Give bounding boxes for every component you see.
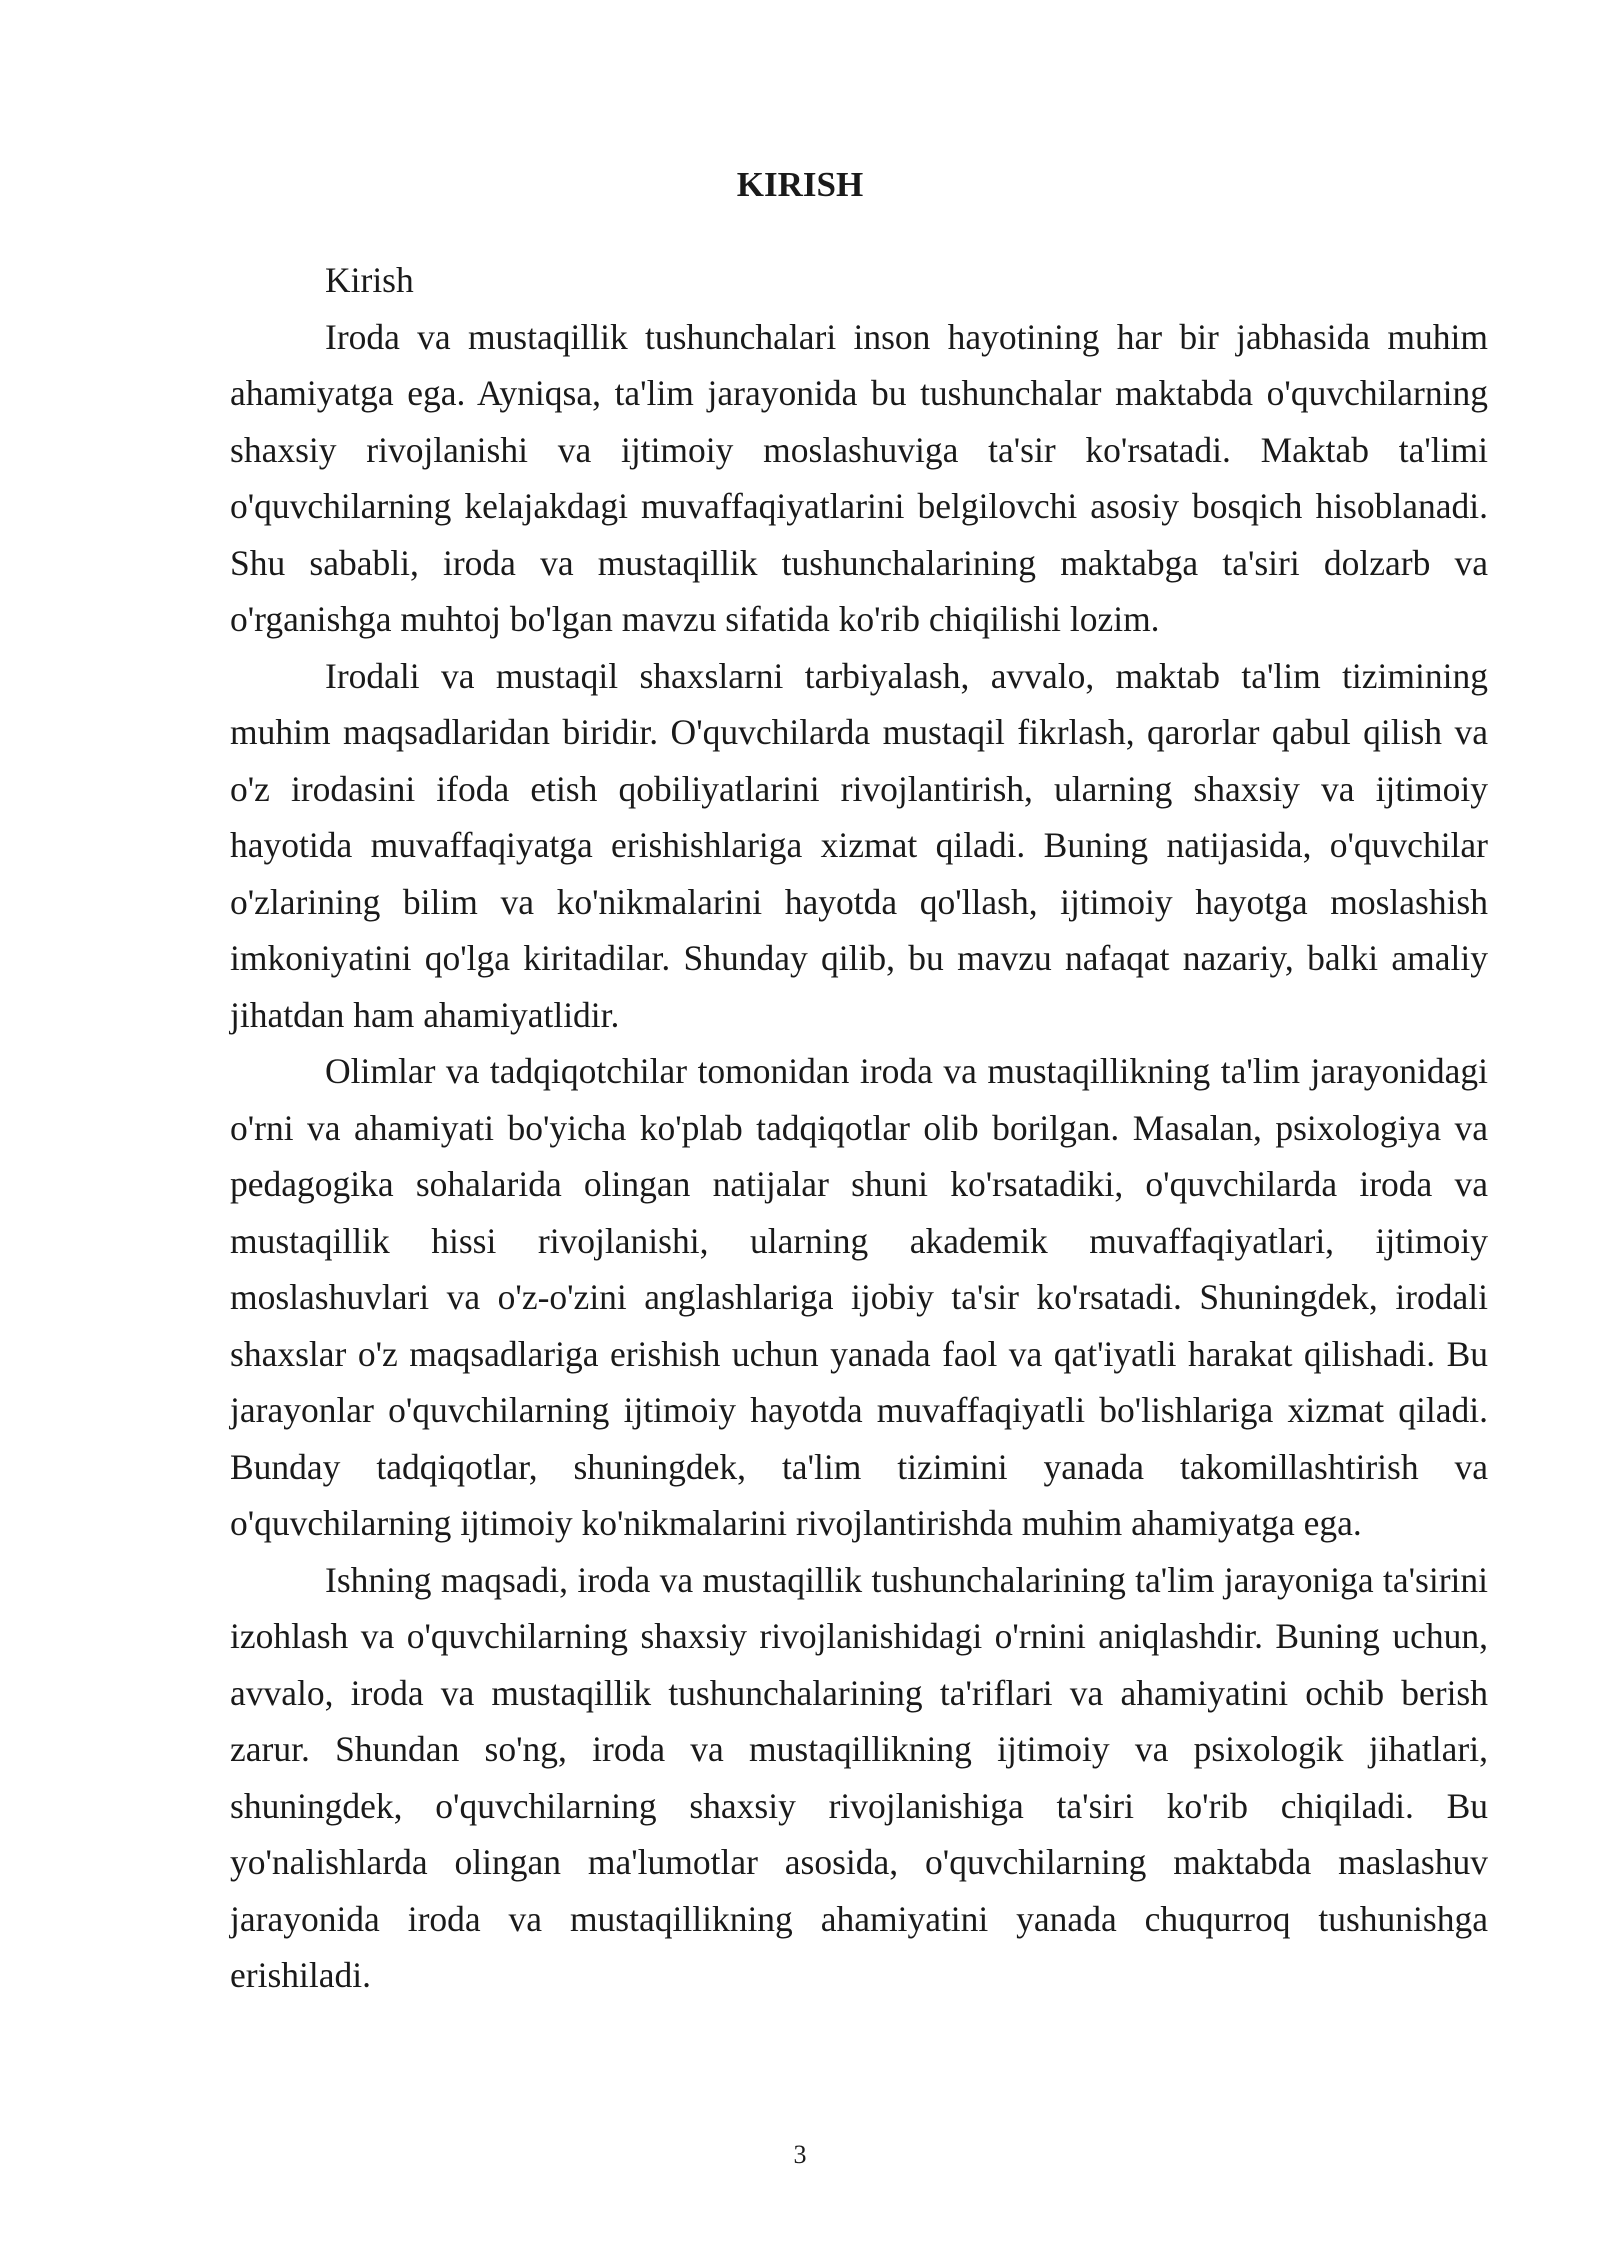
paragraph-subheading: Kirish [325, 260, 414, 300]
section-heading: KIRISH [736, 165, 864, 204]
page-number: 3 [793, 2140, 807, 2169]
body-text [230, 252, 1488, 2004]
paragraph: Ishning maqsadi, iroda va mustaqillik tushunchalarining ta'lim jarayoniga ta'sirini izohlash va o'quvchilarning shaxsiy rivojlanishidagi o'rnini aniqlashdir. Buning uchun, avvalo, iroda va mustaqillik tushunchalarining ta'riflari va ahamiyatini ochib berish zarur. Shundan so'ng, iroda va mustaqillikning ijtimoiy va psixologik jihatlari, shuningdek, o'quvchilarning shaxsiy rivojlanishiga ta'siri ko'rib chiqiladi. Bu yo'nalishlarda olingan ma'lumotlar asosida, o'quvchilarning maktabda maslashuv jarayonida iroda va mustaqillikning ahamiyatini yanada chuqurroq tushunishga erishiladi. [230, 1559, 1488, 1995]
paragraph: Olimlar va tadqiqotchilar tomonidan iroda va mustaqillikning ta'lim jarayonidagi o'rni va ahamiyati bo'yicha ko'plab tadqiqotlar olib borilgan. Masalan, psixologiya va pedagogika sohalarida olingan natijalar shuni ko'rsatadiki, o'quvchilarda iroda va mustaqillik hissi rivojlanishi, ularning akademik muvaffaqiyatlari, ijtimoiy moslashuvlari va o'z-o'zini anglashlariga ijobiy ta'sir ko'rsatadi. Shuningdek, irodali shaxslar o'z maqsadlariga erishish uchun yanada faol va qat'iyatli harakat qilishadi. Bu jarayonlar o'quvchilarning ijtimoiy hayotda muvaffaqiyatli bo'lishlariga xizmat qiladi. Bunday tadqiqotlar, shuningdek, ta'lim tizimini yanada takomillashtirish va o'quvchilarning ijtimoiy ko'nikmalarini rivojlantirishda muhim ahamiyatga ega. [230, 1051, 1488, 1543]
paragraph: Iroda va mustaqillik tushunchalari inson hayotining har bir jabhasida muhim ahamiyatga ega. Ayniqsa, ta'lim jarayonida bu tushunchalar maktabda o'quvchilarning shaxsiy rivojlanishi va ijtimoiy moslashuviga ta'sir ko'rsatadi. Maktab ta'limi o'quvchilarning kelajakdagi muvaffaqiyatlarini belgilovchi asosiy bosqich hisoblanadi. Shu sababli, iroda va mustaqillik tushunchalarining maktabga ta'siri dolzarb va o'rganishga muhtoj bo'lgan mavzu sifatida ko'rib chiqilishi lozim. [230, 316, 1488, 639]
paragraph: Irodali va mustaqil shaxslarni tarbiyalash, avvalo, maktab ta'lim tizimining muhim maqsadlaridan biridir. O'quvchilarda mustaqil fikrlash, qarorlar qabul qilish va o'z irodasini ifoda etish qobiliyatlarini rivojlantirish, ularning shaxsiy va ijtimoiy hayotida muvaffaqiyatga erishishlariga xizmat qiladi. Buning natijasida, o'quvchilar o'zlarining bilim va ko'nikmalarini hayotda qo'llash, ijtimoiy hayotga moslashish imkoniyatini qo'lga kiritadilar. Shunday qilib, bu mavzu nafaqat nazariy, balki amaliy jihatdan ham ahamiyatlidir. [230, 655, 1488, 1035]
